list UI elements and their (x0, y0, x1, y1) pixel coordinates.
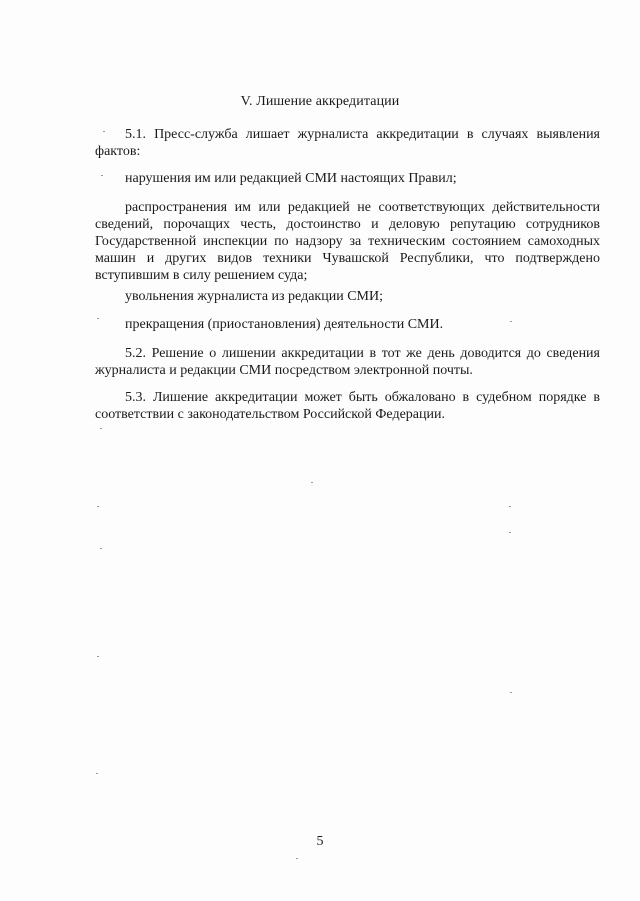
scan-speck (311, 482, 313, 483)
scan-speck (296, 858, 298, 859)
scan-speck (509, 532, 511, 533)
list-item-termination: прекращения (приостановления) деятельности СМИ. (125, 317, 444, 332)
list-item-rules-violation: нарушения им или редакцией СМИ настоящих Правил; (125, 171, 457, 186)
list-item-false-info: распространения им или редакцией не соответствующих действительности сведений, порочащих честь, достоинство и деловую репутацию сотрудников Государственной инспекции по надзору за техническим состоянием самоходных машин и других видов техники Чувашской Республики, что подтверждено вступившим в силу решением суда; (95, 200, 600, 283)
scan-speck (97, 656, 99, 657)
scan-speck (510, 692, 512, 693)
scan-speck (510, 321, 512, 322)
scan-speck (97, 318, 99, 319)
list-item-dismissal: увольнения журналиста из редакции СМИ; (125, 289, 383, 304)
paragraph-5-1: 5.1. Пресс-служба лишает журналиста аккредитации в случаях выявления фактов: (95, 127, 600, 159)
scan-speck (100, 428, 102, 429)
page-number: 5 (316, 834, 324, 849)
scan-speck (103, 131, 105, 132)
scan-speck (509, 506, 511, 507)
section-heading: V. Лишение аккредитации (240, 94, 400, 109)
paragraph-5-2: 5.2. Решение о лишении аккредитации в тот же день доводится до сведения журналиста и редакции СМИ посредством электронной почты. (95, 346, 600, 378)
scan-speck (100, 548, 102, 549)
paragraph-5-3: 5.3. Лишение аккредитации может быть обжаловано в судебном порядке в соответствии с законодательством Российской Федерации. (95, 390, 600, 422)
scan-speck (101, 175, 103, 176)
scan-speck (97, 506, 99, 507)
scan-speck (96, 773, 98, 774)
